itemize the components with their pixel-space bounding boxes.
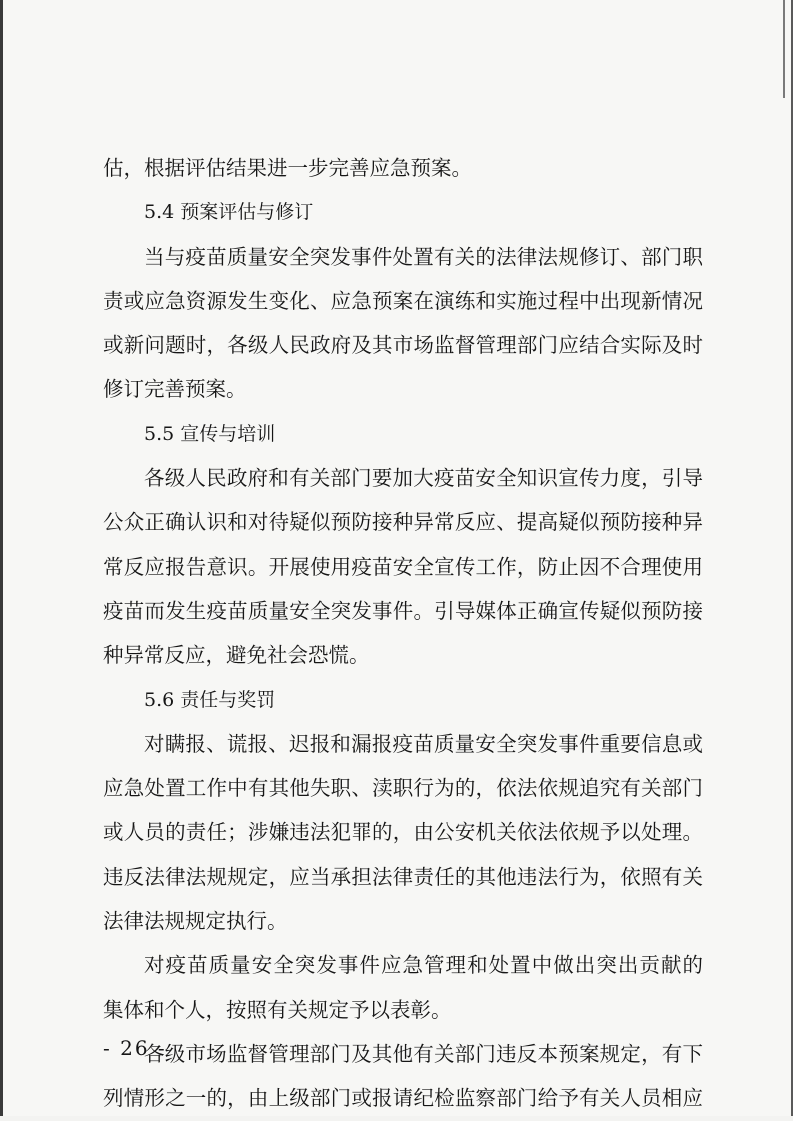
paragraph-line: 疫苗而发生疫苗质量安全突发事件。引导媒体正确宣传疑似预防接: [103, 598, 703, 623]
paragraph-line: 或新问题时，各级人民政府及其市场监督管理部门应结合实际及时: [103, 333, 703, 358]
paragraph-line: 当与疫苗质量安全突发事件处置有关的法律法规修订、部门职: [144, 244, 703, 269]
paragraph-continuation: 估，根据评估结果进一步完善应急预案。: [103, 156, 472, 180]
paragraph-line: 应急处置工作中有其他失职、渎职行为的，依法依规追究有关部门: [103, 776, 703, 801]
section-heading-5-6: 5.6 责任与奖罚: [144, 688, 276, 711]
paragraph-line: 常反应报告意识。开展使用疫苗安全宣传工作，防止因不合理使用: [103, 554, 703, 579]
paragraph-line: 公众正确认识和对待疑似预防接种异常反应、提高疑似预防接种异: [103, 510, 703, 535]
paragraph-line: 违反法律法规规定，应当承担法律责任的其他违法行为，依照有关: [103, 864, 703, 889]
paragraph-line: 责或应急资源发生变化、应急预案在演练和实施过程中出现新情况: [103, 288, 703, 313]
scan-edge-mark: [783, 0, 793, 98]
paragraph-line: 法律法规规定执行。: [103, 909, 288, 934]
paragraph-line: 各级市场监督管理部门及其他有关部门违反本预案规定，有下: [144, 1041, 703, 1066]
paragraph-line: 修订完善预案。: [103, 377, 247, 402]
paragraph-line: 对疫苗质量安全突发事件应急管理和处置中做出突出贡献的: [144, 953, 703, 978]
section-heading-5-4: 5.4 预案评估与修订: [144, 201, 314, 224]
section-heading-5-5: 5.5 宣传与培训: [144, 422, 276, 445]
paragraph-line: 集体和个人，按照有关规定予以表彰。: [103, 997, 452, 1022]
paragraph-line: 对瞒报、谎报、迟报和漏报疫苗质量安全突发事件重要信息或: [144, 731, 703, 756]
document-body: [103, 146, 703, 1121]
paragraph-line: 或人员的责任；涉嫌违法犯罪的，由公安机关依法依规予以处理。: [103, 820, 703, 845]
paragraph-line: 种异常反应，避免社会恐慌。: [103, 643, 370, 668]
page-number: - 26 -: [103, 1036, 167, 1060]
paragraph-line: 各级人民政府和有关部门要加大疫苗安全知识宣传力度，引导: [144, 466, 703, 491]
scan-edge-left: [0, 0, 3, 1116]
paragraph-line: 列情形之一的，由上级部门或报请纪检监察部门给予有关人员相应: [103, 1086, 703, 1111]
